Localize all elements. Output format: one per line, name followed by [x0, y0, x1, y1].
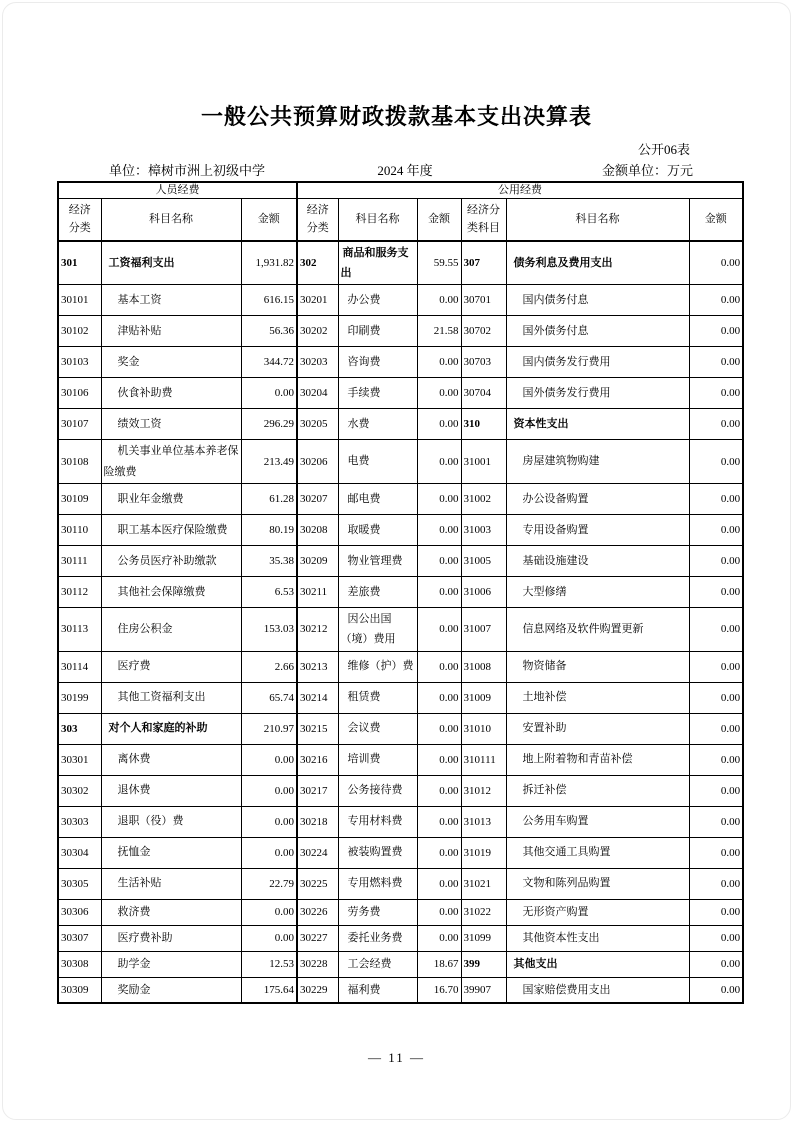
unit-label: 单位：樟树市洲上初级中学 [109, 163, 266, 178]
cell-name: 公务员医疗补助缴款 [101, 545, 241, 576]
cell-name: 维修（护）费 [338, 651, 417, 682]
form-number: 公开06表 [637, 142, 690, 157]
cell-amount: 0.00 [241, 775, 297, 806]
cell-amount: 21.58 [417, 316, 461, 347]
cell-name: 抚恤金 [101, 837, 241, 868]
cell-name: 国内债务发行费用 [506, 347, 689, 378]
group-header-personnel: 人员经费 [58, 182, 297, 199]
cell-amount: 0.00 [241, 899, 297, 925]
cell-amount: 0.00 [689, 651, 743, 682]
cell-code: 30204 [297, 378, 338, 409]
cell-code: 31001 [461, 440, 506, 484]
cell-name: 生活补贴 [101, 868, 241, 899]
cell-amount: 213.49 [241, 440, 297, 484]
table-row [58, 775, 743, 806]
cell-amount: 65.74 [241, 682, 297, 713]
cell-name: 培训费 [338, 744, 417, 775]
table-row [58, 440, 743, 484]
cell-code: 30226 [297, 899, 338, 925]
cell-name: 工会经费 [338, 951, 417, 977]
cell-code: 31013 [461, 806, 506, 837]
cell-name: 被装购置费 [338, 837, 417, 868]
cell-amount: 61.28 [241, 483, 297, 514]
cell-name: 机关事业单位基本养老保险缴费 [101, 440, 241, 484]
cell-name: 奖励金 [101, 977, 241, 1003]
cell-name: 差旅费 [338, 576, 417, 607]
cell-name: 办公设备购置 [506, 483, 689, 514]
cell-amount: 175.64 [241, 977, 297, 1003]
cell-amount: 0.00 [417, 899, 461, 925]
cell-code: 31002 [461, 483, 506, 514]
table-row [58, 514, 743, 545]
cell-amount: 0.00 [689, 775, 743, 806]
table-row [58, 977, 743, 1003]
cell-amount: 18.67 [417, 951, 461, 977]
cell-name: 公务用车购置 [506, 806, 689, 837]
page-title: 一般公共预算财政拨款基本支出决算表 [200, 104, 592, 129]
cell-amount: 0.00 [417, 925, 461, 951]
cell-amount: 1,931.82 [241, 241, 297, 285]
cell-code: 30704 [461, 378, 506, 409]
cell-code: 30202 [297, 316, 338, 347]
cell-name: 取暖费 [338, 514, 417, 545]
column-header-row [58, 199, 743, 241]
cell-name: 专用燃料费 [338, 868, 417, 899]
cell-name: 地上附着物和青苗补偿 [506, 744, 689, 775]
cell-name: 福利费 [338, 977, 417, 1003]
cell-code: 30228 [297, 951, 338, 977]
cell-name: 咨询费 [338, 347, 417, 378]
cell-code: 30109 [58, 483, 101, 514]
cell-amount: 0.00 [689, 409, 743, 440]
column-header-subject-name-2: 科目名称 [338, 199, 417, 241]
column-header-amount-2: 金额 [417, 199, 461, 241]
cell-amount: 0.00 [689, 682, 743, 713]
cell-amount: 0.00 [241, 744, 297, 775]
amount-unit-label: 金额单位：万元 [601, 163, 693, 178]
cell-name: 绩效工资 [101, 409, 241, 440]
cell-amount: 0.00 [241, 925, 297, 951]
column-header-economic-class-2: 经济分类 [297, 199, 338, 241]
cell-code: 303 [58, 713, 101, 744]
cell-code: 30303 [58, 806, 101, 837]
cell-code: 30102 [58, 316, 101, 347]
table-row [58, 744, 743, 775]
cell-code: 30224 [297, 837, 338, 868]
cell-name: 会议费 [338, 713, 417, 744]
cell-name: 文物和陈列品购置 [506, 868, 689, 899]
cell-name: 土地补偿 [506, 682, 689, 713]
cell-amount: 80.19 [241, 514, 297, 545]
cell-code: 30208 [297, 514, 338, 545]
cell-name: 信息网络及软件购置更新 [506, 607, 689, 651]
cell-amount: 0.00 [417, 440, 461, 484]
cell-amount: 0.00 [689, 483, 743, 514]
cell-amount: 0.00 [689, 285, 743, 316]
cell-amount: 0.00 [689, 440, 743, 484]
cell-amount: 0.00 [689, 347, 743, 378]
cell-amount: 22.79 [241, 868, 297, 899]
table-row [58, 868, 743, 899]
cell-code: 30217 [297, 775, 338, 806]
cell-code: 30214 [297, 682, 338, 713]
cell-amount: 0.00 [689, 576, 743, 607]
table-row [58, 576, 743, 607]
cell-code: 30225 [297, 868, 338, 899]
cell-code: 30306 [58, 899, 101, 925]
cell-amount: 0.00 [241, 806, 297, 837]
table-row [58, 378, 743, 409]
cell-code: 30114 [58, 651, 101, 682]
cell-amount: 0.00 [689, 241, 743, 285]
table-row [58, 409, 743, 440]
cell-code: 30212 [297, 607, 338, 651]
cell-code: 30702 [461, 316, 506, 347]
cell-code: 399 [461, 951, 506, 977]
cell-code: 30113 [58, 607, 101, 651]
cell-amount: 0.00 [417, 347, 461, 378]
cell-name: 职业年金缴费 [101, 483, 241, 514]
cell-name: 因公出国（境）费用 [338, 607, 417, 651]
cell-name: 物业管理费 [338, 545, 417, 576]
cell-code: 31022 [461, 899, 506, 925]
table-row [58, 713, 743, 744]
cell-code: 31003 [461, 514, 506, 545]
cell-amount: 0.00 [417, 545, 461, 576]
cell-amount: 0.00 [689, 744, 743, 775]
cell-amount: 0.00 [689, 514, 743, 545]
cell-code: 30103 [58, 347, 101, 378]
cell-amount: 0.00 [417, 682, 461, 713]
cell-name: 劳务费 [338, 899, 417, 925]
cell-code: 30110 [58, 514, 101, 545]
cell-code: 30215 [297, 713, 338, 744]
cell-amount: 0.00 [689, 713, 743, 744]
cell-name: 其他支出 [506, 951, 689, 977]
cell-name: 委托业务费 [338, 925, 417, 951]
column-header-amount-1: 金额 [241, 199, 297, 241]
cell-amount: 0.00 [689, 607, 743, 651]
cell-amount: 0.00 [417, 806, 461, 837]
cell-name: 助学金 [101, 951, 241, 977]
cell-amount: 0.00 [417, 837, 461, 868]
table-row [58, 682, 743, 713]
cell-amount: 0.00 [689, 545, 743, 576]
cell-code: 31008 [461, 651, 506, 682]
column-header-economic-class-1: 经济分类 [58, 199, 101, 241]
cell-amount: 0.00 [689, 925, 743, 951]
cell-code: 39907 [461, 977, 506, 1003]
cell-amount: 0.00 [689, 378, 743, 409]
cell-amount: 0.00 [689, 899, 743, 925]
group-header-row [58, 182, 743, 199]
cell-amount: 0.00 [417, 775, 461, 806]
table-body [58, 241, 743, 1004]
cell-code: 30101 [58, 285, 101, 316]
cell-code: 30206 [297, 440, 338, 484]
cell-amount: 0.00 [417, 651, 461, 682]
cell-code: 31019 [461, 837, 506, 868]
cell-name: 对个人和家庭的补助 [101, 713, 241, 744]
cell-code: 31006 [461, 576, 506, 607]
cell-name: 伙食补助费 [101, 378, 241, 409]
cell-name: 奖金 [101, 347, 241, 378]
cell-code: 30304 [58, 837, 101, 868]
cell-code: 30107 [58, 409, 101, 440]
cell-code: 307 [461, 241, 506, 285]
cell-amount: 344.72 [241, 347, 297, 378]
cell-name: 商品和服务支出 [338, 241, 417, 285]
cell-code: 301 [58, 241, 101, 285]
cell-code: 30203 [297, 347, 338, 378]
cell-amount: 616.15 [241, 285, 297, 316]
cell-code: 31010 [461, 713, 506, 744]
cell-code: 31021 [461, 868, 506, 899]
cell-code: 30308 [58, 951, 101, 977]
cell-code: 31012 [461, 775, 506, 806]
cell-name: 其他资本性支出 [506, 925, 689, 951]
cell-code: 30205 [297, 409, 338, 440]
table-row [58, 483, 743, 514]
cell-code: 30302 [58, 775, 101, 806]
cell-name: 资本性支出 [506, 409, 689, 440]
cell-code: 30701 [461, 285, 506, 316]
cell-name: 电费 [338, 440, 417, 484]
cell-name: 国外债务付息 [506, 316, 689, 347]
cell-amount: 153.03 [241, 607, 297, 651]
cell-name: 国内债务付息 [506, 285, 689, 316]
cell-code: 30305 [58, 868, 101, 899]
cell-amount: 0.00 [417, 409, 461, 440]
cell-amount: 0.00 [689, 837, 743, 868]
cell-code: 30227 [297, 925, 338, 951]
cell-name: 救济费 [101, 899, 241, 925]
cell-amount: 16.70 [417, 977, 461, 1003]
cell-amount: 6.53 [241, 576, 297, 607]
page-number: — 11 — [367, 1050, 426, 1065]
cell-amount: 0.00 [417, 576, 461, 607]
table-row [58, 607, 743, 651]
cell-name: 邮电费 [338, 483, 417, 514]
column-header-subject-name-1: 科目名称 [101, 199, 241, 241]
cell-code: 30106 [58, 378, 101, 409]
cell-name: 其他工资福利支出 [101, 682, 241, 713]
table-row [58, 316, 743, 347]
cell-name: 水费 [338, 409, 417, 440]
cell-name: 大型修缮 [506, 576, 689, 607]
cell-name: 退休费 [101, 775, 241, 806]
cell-amount: 0.00 [417, 744, 461, 775]
cell-amount: 59.55 [417, 241, 461, 285]
table-row [58, 951, 743, 977]
cell-code: 30218 [297, 806, 338, 837]
cell-code: 30216 [297, 744, 338, 775]
cell-amount: 296.29 [241, 409, 297, 440]
cell-name: 国家赔偿费用支出 [506, 977, 689, 1003]
cell-code: 30207 [297, 483, 338, 514]
cell-amount: 0.00 [689, 806, 743, 837]
cell-amount: 2.66 [241, 651, 297, 682]
cell-code: 30201 [297, 285, 338, 316]
cell-amount: 0.00 [417, 378, 461, 409]
cell-name: 国外债务发行费用 [506, 378, 689, 409]
table-row [58, 285, 743, 316]
table-row [58, 241, 743, 285]
cell-code: 302 [297, 241, 338, 285]
cell-name: 无形资产购置 [506, 899, 689, 925]
cell-code: 30229 [297, 977, 338, 1003]
cell-amount: 0.00 [417, 285, 461, 316]
table-row [58, 806, 743, 837]
table-row [58, 347, 743, 378]
cell-amount: 0.00 [417, 868, 461, 899]
cell-name: 基础设施建设 [506, 545, 689, 576]
cell-name: 物资储备 [506, 651, 689, 682]
year-label: 2024 年度 [377, 163, 433, 178]
table-row [58, 651, 743, 682]
cell-name: 住房公积金 [101, 607, 241, 651]
cell-name: 专用材料费 [338, 806, 417, 837]
cell-code: 30111 [58, 545, 101, 576]
cell-amount: 0.00 [417, 607, 461, 651]
cell-name: 基本工资 [101, 285, 241, 316]
cell-name: 手续费 [338, 378, 417, 409]
cell-name: 工资福利支出 [101, 241, 241, 285]
cell-amount: 0.00 [241, 837, 297, 868]
cell-code: 30309 [58, 977, 101, 1003]
cell-code: 30703 [461, 347, 506, 378]
cell-code: 31005 [461, 545, 506, 576]
cell-amount: 0.00 [241, 378, 297, 409]
cell-code: 31099 [461, 925, 506, 951]
cell-code: 31009 [461, 682, 506, 713]
cell-name: 印刷费 [338, 316, 417, 347]
cell-name: 其他社会保障缴费 [101, 576, 241, 607]
cell-amount: 0.00 [417, 514, 461, 545]
cell-amount: 0.00 [689, 951, 743, 977]
cell-code: 31007 [461, 607, 506, 651]
cell-code: 310111 [461, 744, 506, 775]
cell-code: 30301 [58, 744, 101, 775]
cell-name: 专用设备购置 [506, 514, 689, 545]
cell-code: 30209 [297, 545, 338, 576]
table-row [58, 925, 743, 951]
cell-name: 退职（役）费 [101, 806, 241, 837]
cell-code: 30112 [58, 576, 101, 607]
cell-amount: 210.97 [241, 713, 297, 744]
cell-amount: 12.53 [241, 951, 297, 977]
cell-name: 公务接待费 [338, 775, 417, 806]
cell-code: 30307 [58, 925, 101, 951]
cell-amount: 56.36 [241, 316, 297, 347]
budget-table [57, 181, 744, 1004]
cell-name: 其他交通工具购置 [506, 837, 689, 868]
column-header-economic-class-subject: 经济分类科目 [461, 199, 506, 241]
column-header-subject-name-3: 科目名称 [506, 199, 689, 241]
cell-amount: 0.00 [689, 868, 743, 899]
table-row [58, 899, 743, 925]
cell-name: 医疗费补助 [101, 925, 241, 951]
cell-code: 30211 [297, 576, 338, 607]
cell-amount: 0.00 [689, 316, 743, 347]
cell-name: 租赁费 [338, 682, 417, 713]
table-row [58, 837, 743, 868]
cell-name: 房屋建筑物购建 [506, 440, 689, 484]
table-row [58, 545, 743, 576]
cell-amount: 0.00 [689, 977, 743, 1003]
cell-amount: 0.00 [417, 713, 461, 744]
cell-name: 办公费 [338, 285, 417, 316]
cell-name: 医疗费 [101, 651, 241, 682]
cell-code: 310 [461, 409, 506, 440]
cell-code: 30199 [58, 682, 101, 713]
cell-name: 安置补助 [506, 713, 689, 744]
cell-name: 债务利息及费用支出 [506, 241, 689, 285]
cell-name: 离休费 [101, 744, 241, 775]
cell-code: 30213 [297, 651, 338, 682]
column-header-amount-3: 金额 [689, 199, 743, 241]
cell-name: 职工基本医疗保险缴费 [101, 514, 241, 545]
group-header-public: 公用经费 [297, 182, 743, 199]
cell-code: 30108 [58, 440, 101, 484]
cell-name: 拆迁补偿 [506, 775, 689, 806]
cell-amount: 0.00 [417, 483, 461, 514]
cell-amount: 35.38 [241, 545, 297, 576]
cell-name: 津贴补贴 [101, 316, 241, 347]
